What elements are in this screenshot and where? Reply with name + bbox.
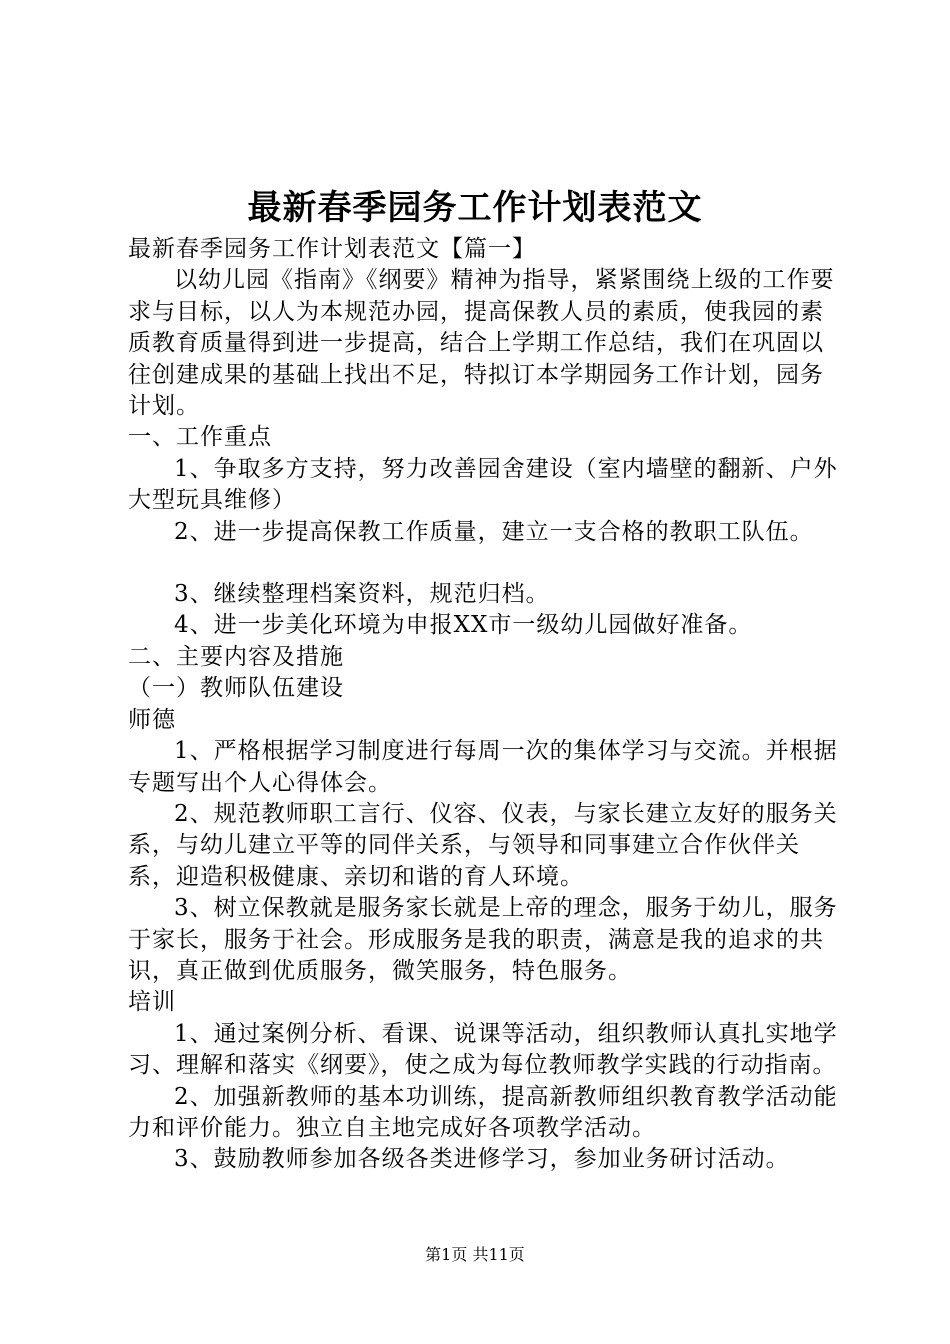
paragraph: 1、严格根据学习制度进行每周一次的集体学习与交流。并根据专题写出个人心得体会。	[128, 738, 838, 796]
paragraph: 以幼儿园《指南》《纲要》精神为指导，紧紧围绕上级的工作要求与目标，以人为本规范办园，提高保教人员的素质，使我园的素质教育质量得到进一步提高，结合上学期工作总结，我们在巩固以往创建成果的基础上找出不足，特拟订本学期园务工作计划，园务计划。	[128, 267, 835, 420]
document-title: 最新春季园务工作计划表范文	[247, 188, 703, 228]
subsection-heading: 培训	[128, 989, 176, 1016]
paragraph: 3、继续整理档案资料，规范归档。	[174, 581, 550, 608]
subsection-heading: 师德	[128, 706, 176, 733]
paragraph: 2、规范教师职工言行、仪容、仪表，与家长建立友好的服务关系，与幼儿建立平等的同伴关系，与领导和同事建立合作伙伴关系，迎造积极健康、亲切和谐的育人环境。	[128, 800, 838, 890]
paragraph: 1、通过案例分析、看课、说课等活动，组织教师认真扎实地学习、理解和落实《纲要》，使之成为每位教师教学实践的行动指南。	[128, 1020, 838, 1079]
paragraph: 2、进一步提高保教工作质量，建立一支合格的教职工队伍。	[174, 518, 814, 545]
section-heading: 二、主要内容及措施	[128, 643, 344, 670]
section-heading: 一、工作重点	[128, 424, 272, 451]
paragraph: 1、争取多方支持，努力改善园舍建设（室内墙壁的翻新、户外大型玩具维修）	[128, 455, 838, 514]
paragraph-gap	[128, 548, 840, 579]
paragraph: 3、鼓励教师参加各级各类进修学习，参加业务研讨活动。	[174, 1146, 790, 1173]
paragraph: 2、加强新教师的基本功训练，提高新教师组织教育教学活动能力和评价能力。独立自主地完成好各项教学活动。	[128, 1083, 838, 1141]
document-body	[128, 234, 840, 1176]
section-heading: 最新春季园务工作计划表范文【篇一】	[128, 236, 536, 262]
subsection-heading: （一）教师队伍建设	[128, 675, 344, 702]
page-footer: 第1页 共11页	[425, 1245, 525, 1264]
paragraph: 3、树立保教就是服务家长就是上帝的理念，服务于幼儿，服务于家长，服务于社会。形成服务是我的职责，满意是我的追求的共识，真正做到优质服务，微笑服务，特色服务。	[128, 895, 838, 984]
paragraph: 4、进一步美化环境为申报XX市一级幼儿园做好准备。	[174, 612, 753, 639]
